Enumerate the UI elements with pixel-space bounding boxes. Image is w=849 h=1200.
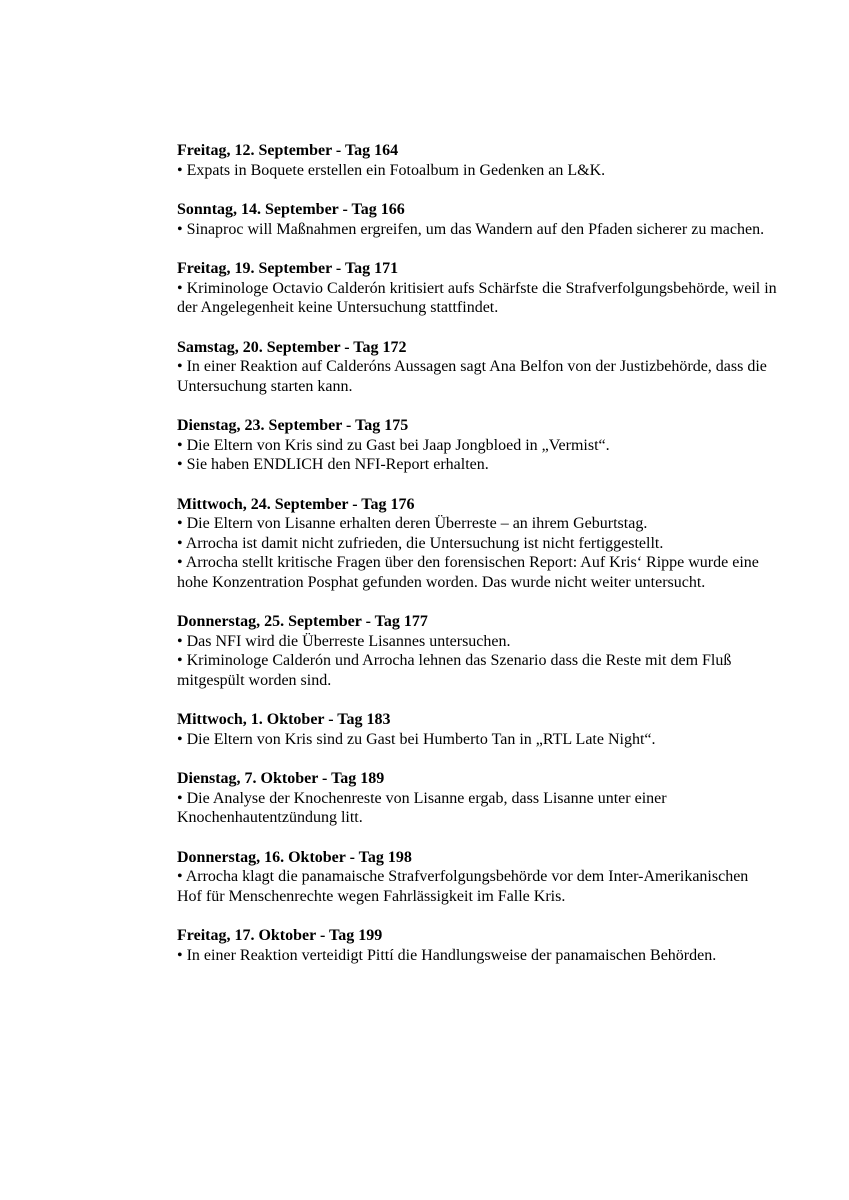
entry-bullet: • Das NFI wird die Überreste Lisannes untersuchen. (177, 632, 511, 650)
entry-bullet: • Sinaproc will Maßnahmen ergreifen, um das Wandern auf den Pfaden sicherer zu machen. (177, 220, 765, 238)
timeline-entry (177, 200, 777, 239)
entry-date-heading: Donnerstag, 25. September - Tag 177 (177, 613, 428, 630)
entry-date-heading: Samstag, 20. September - Tag 172 (177, 338, 407, 356)
entry-bullet: • Arrocha ist damit nicht zufrieden, die Untersuchung ist nicht fertiggestellt. (177, 534, 664, 552)
entry-bullet: • Die Eltern von Kris sind zu Gast bei Humberto Tan in „RTL Late Night“. (177, 730, 656, 748)
timeline-entry (177, 769, 777, 828)
entry-bullet: • Die Eltern von Kris sind zu Gast bei Jaap Jongbloed in „Vermist“. (177, 436, 610, 454)
entry-date-heading: Freitag, 12. September - Tag 164 (177, 142, 399, 159)
entry-bullet: • In einer Reaktion auf Calderóns Aussagen sagt Ana Belfon von der Justizbehörde, dass die Untersuchung starten kann. (177, 358, 767, 395)
timeline-entry (177, 259, 777, 318)
entry-date-heading: Freitag, 17. Oktober - Tag 199 (177, 927, 383, 944)
entry-date-heading: Donnerstag, 16. Oktober - Tag 198 (177, 848, 412, 866)
timeline-entry (177, 612, 777, 690)
entry-bullet: • Arrocha klagt die panamaische Strafverfolgungsbehörde vor dem Inter-Amerikanischen Hof für Menschenrechte wegen Fahrlässigkeit im Falle Kris. (177, 868, 749, 905)
entry-date-heading: Mittwoch, 1. Oktober - Tag 183 (177, 711, 391, 728)
timeline-entry (177, 710, 777, 749)
timeline-entry (177, 416, 777, 475)
timeline-entry (177, 926, 777, 965)
entry-bullet: • Expats in Boquete erstellen ein Fotoalbum in Gedenken an L&K. (177, 161, 606, 179)
timeline-entry (177, 141, 777, 180)
timeline-entry (177, 495, 777, 593)
entry-date-heading: Sonntag, 14. September - Tag 166 (177, 201, 405, 218)
entry-bullet: • Arrocha stellt kritische Fragen über den forensischen Report: Auf Kris‘ Rippe wurde eine hohe Konzentration Posphat gefunden worden. Das wurde nicht weiter untersucht. (177, 554, 759, 591)
entry-bullet: • Die Eltern von Lisanne erhalten deren Überreste – an ihrem Geburtstag. (177, 515, 648, 532)
entry-bullet: • In einer Reaktion verteidigt Pittí die Handlungsweise der panamaischen Behörden. (177, 946, 717, 964)
entry-bullet: • Sie haben ENDLICH den NFI-Report erhalten. (177, 456, 489, 473)
entry-date-heading: Dienstag, 23. September - Tag 175 (177, 417, 409, 434)
entry-date-heading: Dienstag, 7. Oktober - Tag 189 (177, 770, 385, 787)
entry-date-heading: Freitag, 19. September - Tag 171 (177, 260, 399, 277)
timeline-entry (177, 848, 777, 907)
timeline-entry (177, 338, 777, 397)
entry-bullet: • Kriminologe Octavio Calderón kritisiert aufs Schärfste die Strafverfolgungsbehörde, weil in der Angelegenheit keine Untersuchung stattfindet. (177, 279, 777, 316)
entry-date-heading: Mittwoch, 24. September - Tag 176 (177, 495, 415, 513)
document-page (177, 141, 777, 985)
entry-bullet: • Die Analyse der Knochenreste von Lisanne ergab, dass Lisanne unter einer Knochenhautentzündung litt. (177, 789, 667, 826)
entry-bullet: • Kriminologe Calderón und Arrocha lehnen das Szenario dass die Reste mit dem Fluß mitgespült worden sind. (177, 652, 732, 689)
